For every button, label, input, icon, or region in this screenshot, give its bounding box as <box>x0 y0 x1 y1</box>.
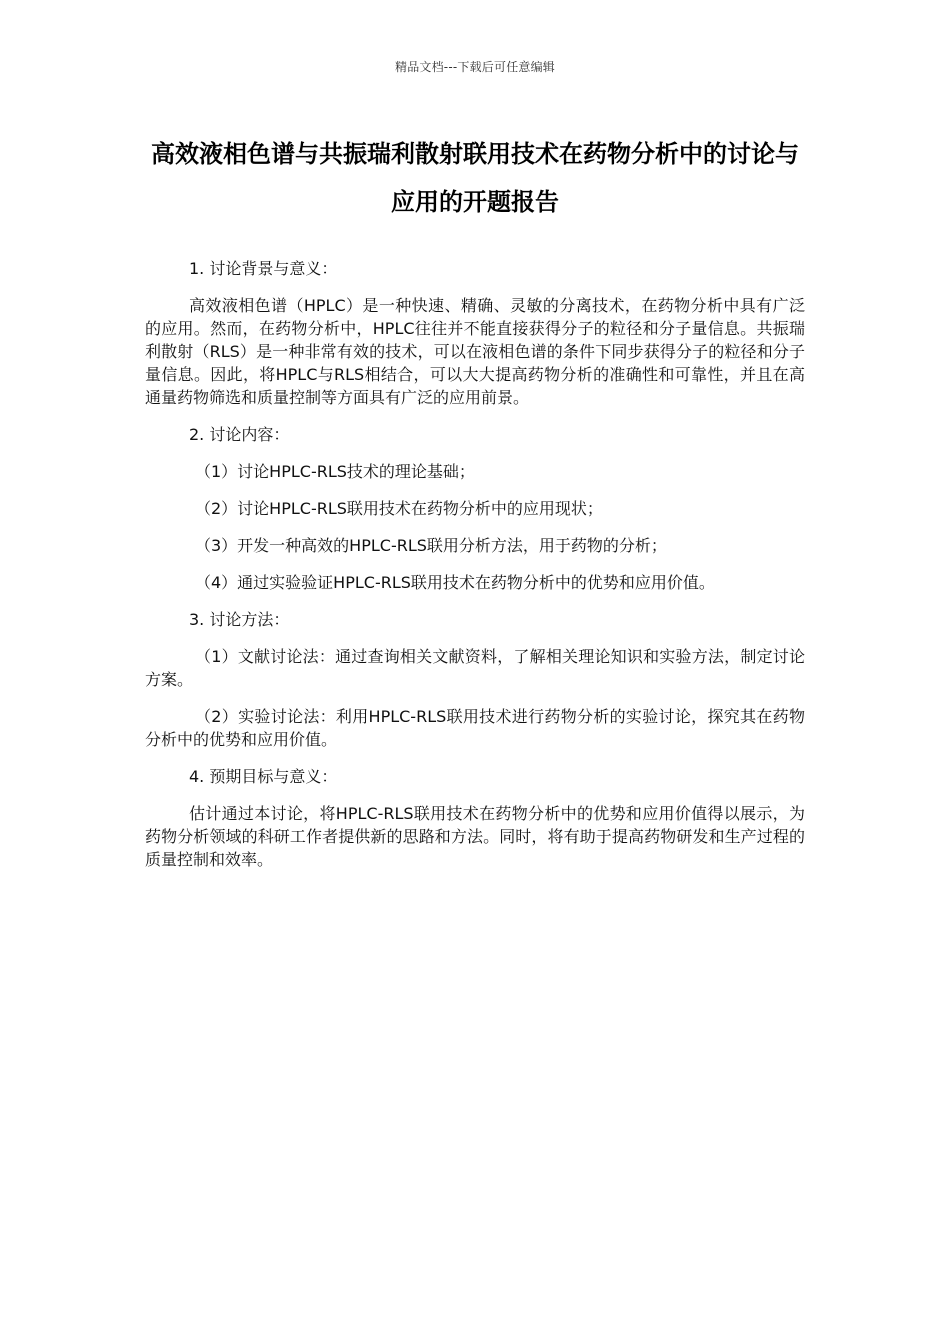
section-2-item-4: （4）通过实验验证HPLC-RLS联用技术在药物分析中的优势和应用价值。 <box>195 573 715 592</box>
section-4-paragraph: 估计通过本讨论，将HPLC-RLS联用技术在药物分析中的优势和应用价值得以展示，为药物分析领域的科研工作者提供新的思路和方法。同时，将有助于提高药物研发和生产过程的质量控制和效率。 <box>145 804 805 869</box>
section-2-item-3: （3）开发一种高效的HPLC-RLS联用分析方法，用于药物的分析； <box>195 536 667 555</box>
section-2-item-2: （2）讨论HPLC-RLS联用技术在药物分析中的应用现状； <box>195 499 603 518</box>
document-title: 高效液相色谱与共振瑞利散射联用技术在药物分析中的讨论与应用的开题报告 <box>151 140 799 216</box>
document-body <box>145 257 805 885</box>
section-1-heading: 1. 讨论背景与意义： <box>189 259 338 278</box>
header-note: 精品文档---下载后可任意编辑 <box>395 60 555 74</box>
section-2-heading: 2. 讨论内容： <box>189 425 290 444</box>
section-3-item-1: （1）文献讨论法：通过查询相关文献资料，了解相关理论知识和实验方法，制定讨论方案。 <box>145 647 805 689</box>
section-2-item-1: （1）讨论HPLC-RLS技术的理论基础； <box>195 462 475 481</box>
section-1-paragraph: 高效液相色谱（HPLC）是一种快速、精确、灵敏的分离技术，在药物分析中具有广泛的应用。然而，在药物分析中，HPLC往往并不能直接获得分子的粒径和分子量信息。共振瑞利散射（RLS）是一种非常有效的技术，可以在液相色谱的条件下同步获得分子的粒径和分子量信息。因此，将HPLC与RLS相结合，可以大大提高药物分析的准确性和可靠性，并且在高通量药物筛选和质量控制等方面具有广泛的应用前景。 <box>145 296 805 407</box>
section-3-heading: 3. 讨论方法： <box>189 610 290 629</box>
section-3-item-2: （2）实验讨论法：利用HPLC-RLS联用技术进行药物分析的实验讨论，探究其在药物分析中的优势和应用价值。 <box>145 707 805 749</box>
section-4-heading: 4. 预期目标与意义： <box>189 767 338 786</box>
